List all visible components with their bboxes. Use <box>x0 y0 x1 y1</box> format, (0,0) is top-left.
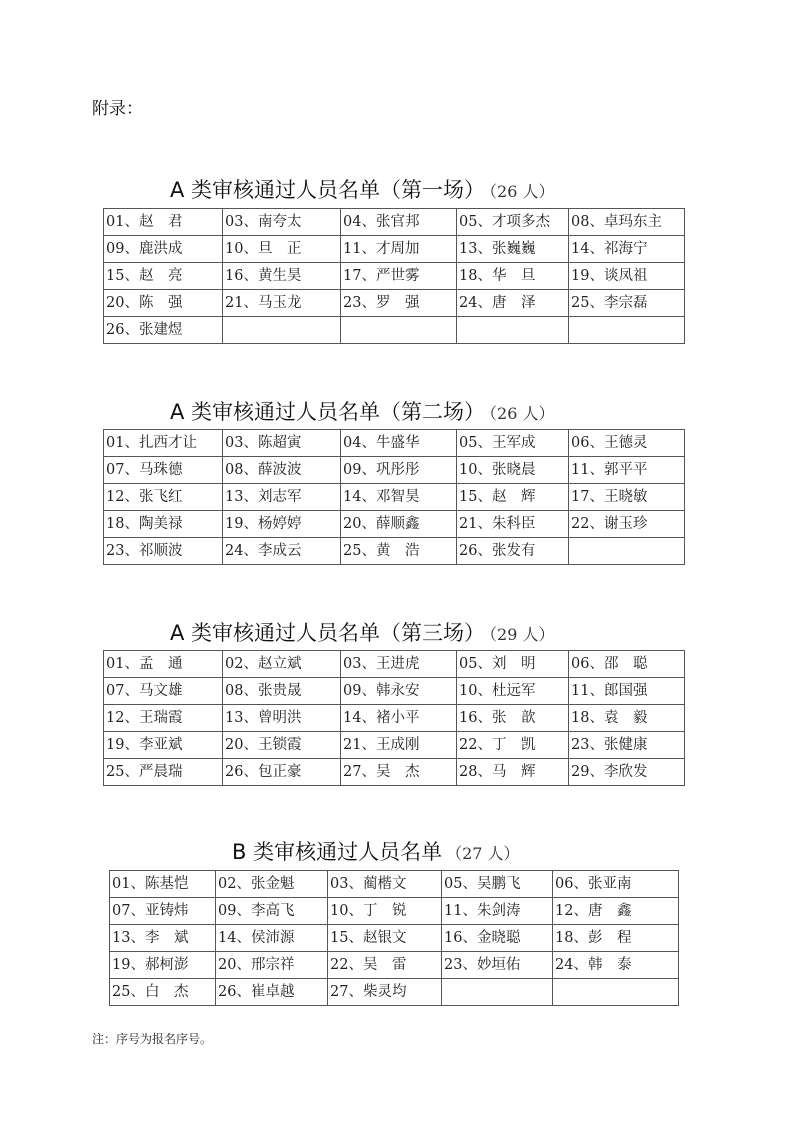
table-row <box>104 511 685 538</box>
name-cell: 19、杨婷婷 <box>223 511 341 538</box>
name-cell: 02、张金魁 <box>216 871 328 898</box>
name-cell: 21、朱科臣 <box>457 511 569 538</box>
name-cell: 29、李欣发 <box>569 759 685 786</box>
names-table <box>103 429 685 565</box>
name-cell: 18、陶美禄 <box>104 511 223 538</box>
name-cell: 10、丁 锐 <box>328 898 442 925</box>
name-cell: 01、陈基恺 <box>110 871 216 898</box>
name-cell: 02、赵立斌 <box>223 651 341 678</box>
name-cell: 20、邢宗祥 <box>216 952 328 979</box>
appendix-label: 附录： <box>92 99 143 119</box>
name-cell: 13、张巍巍 <box>457 236 569 263</box>
table-row <box>104 290 685 317</box>
name-cell: 04、牛盛华 <box>341 430 457 457</box>
section-title <box>170 617 555 647</box>
name-cell: 05、刘 明 <box>457 651 569 678</box>
name-cell: 16、黄生昊 <box>223 263 341 290</box>
name-cell: 23、祁顺波 <box>104 538 223 565</box>
name-cell: 26、张发有 <box>457 538 569 565</box>
name-cell: 21、王成刚 <box>341 732 457 759</box>
name-cell: 09、韩永安 <box>341 678 457 705</box>
name-cell: 05、才项多杰 <box>457 209 569 236</box>
table-row <box>104 651 685 678</box>
name-cell: 11、郭平平 <box>569 457 685 484</box>
section-title <box>232 836 520 866</box>
name-cell: 26、包正豪 <box>223 759 341 786</box>
name-cell: 18、华 旦 <box>457 263 569 290</box>
name-cell: 14、褚小平 <box>341 705 457 732</box>
name-cell: 01、扎西才让 <box>104 430 223 457</box>
table-row <box>104 263 685 290</box>
name-cell: 25、李宗磊 <box>569 290 685 317</box>
name-cell: 28、马 辉 <box>457 759 569 786</box>
name-cell: 08、张贵晟 <box>223 678 341 705</box>
name-cell: 03、蔺楷文 <box>328 871 442 898</box>
section-title-text: B 类审核通过人员名单 <box>232 840 443 864</box>
name-cell: 08、卓玛东主 <box>569 209 685 236</box>
table-row <box>104 484 685 511</box>
name-cell: 12、王瑞霞 <box>104 705 223 732</box>
name-cell: 07、亚铸炜 <box>110 898 216 925</box>
name-cell: 23、罗 强 <box>341 290 457 317</box>
name-cell: 03、南夸太 <box>223 209 341 236</box>
name-cell: 19、李亚斌 <box>104 732 223 759</box>
name-cell <box>442 979 553 1006</box>
name-cell: 25、白 杰 <box>110 979 216 1006</box>
name-cell: 19、郝柯澎 <box>110 952 216 979</box>
name-cell: 24、唐 泽 <box>457 290 569 317</box>
footnote: 注：序号为报名序号。 <box>92 1032 213 1046</box>
name-cell: 20、薛顺鑫 <box>341 511 457 538</box>
name-cell: 06、王德灵 <box>569 430 685 457</box>
name-cell: 27、柴灵均 <box>328 979 442 1006</box>
name-cell: 01、赵 君 <box>104 209 223 236</box>
name-cell <box>569 538 685 565</box>
name-cell: 12、张飞红 <box>104 484 223 511</box>
name-cell: 15、赵银文 <box>328 925 442 952</box>
section-count: （29 人） <box>489 625 555 644</box>
table-row <box>110 952 679 979</box>
section-title <box>170 174 555 204</box>
name-cell: 14、侯沛源 <box>216 925 328 952</box>
name-cell: 27、吴 杰 <box>341 759 457 786</box>
table-row <box>104 678 685 705</box>
name-cell: 20、王锁霞 <box>223 732 341 759</box>
name-cell: 21、马玉龙 <box>223 290 341 317</box>
name-cell: 11、才周加 <box>341 236 457 263</box>
names-table <box>103 650 685 786</box>
name-cell: 10、杜远军 <box>457 678 569 705</box>
table-row <box>104 705 685 732</box>
name-cell: 25、严晨瑞 <box>104 759 223 786</box>
table-row <box>104 209 685 236</box>
name-cell: 07、马文雄 <box>104 678 223 705</box>
table-row <box>104 538 685 565</box>
name-cell: 11、朱剑涛 <box>442 898 553 925</box>
name-cell <box>553 979 679 1006</box>
name-cell: 22、谢玉珍 <box>569 511 685 538</box>
name-cell: 24、李成云 <box>223 538 341 565</box>
table-row <box>104 236 685 263</box>
name-cell <box>341 317 457 344</box>
table-row <box>104 317 685 344</box>
name-cell: 22、丁 凯 <box>457 732 569 759</box>
name-cell: 13、曾明洪 <box>223 705 341 732</box>
name-cell: 13、李 斌 <box>110 925 216 952</box>
name-cell: 20、陈 强 <box>104 290 223 317</box>
names-table <box>109 870 679 1006</box>
table-row <box>110 979 679 1006</box>
section-title-text: A 类审核通过人员名单（第一场） <box>170 178 486 202</box>
name-cell: 01、孟 通 <box>104 651 223 678</box>
name-cell: 10、张晓晨 <box>457 457 569 484</box>
name-cell: 16、金晓聪 <box>442 925 553 952</box>
name-cell: 26、崔卓越 <box>216 979 328 1006</box>
name-cell: 18、袁 毅 <box>569 705 685 732</box>
name-cell: 26、张建煜 <box>104 317 223 344</box>
section-title <box>170 396 555 426</box>
name-cell: 09、巩彤彤 <box>341 457 457 484</box>
section-count: （26 人） <box>489 182 555 201</box>
name-cell <box>457 317 569 344</box>
name-cell: 19、谈凤祖 <box>569 263 685 290</box>
name-cell: 03、王进虎 <box>341 651 457 678</box>
name-cell: 09、鹿洪成 <box>104 236 223 263</box>
name-cell: 17、严世雾 <box>341 263 457 290</box>
section-title-text: A 类审核通过人员名单（第三场） <box>170 621 486 645</box>
name-cell <box>569 317 685 344</box>
name-cell <box>223 317 341 344</box>
name-cell: 09、李高飞 <box>216 898 328 925</box>
name-cell: 08、薛波波 <box>223 457 341 484</box>
name-cell: 24、韩 泰 <box>553 952 679 979</box>
name-cell: 04、张官邦 <box>341 209 457 236</box>
name-cell: 15、赵 辉 <box>457 484 569 511</box>
table-row <box>104 430 685 457</box>
name-cell: 17、王晓敏 <box>569 484 685 511</box>
table-row <box>110 871 679 898</box>
names-table <box>103 208 685 344</box>
name-cell: 22、吴 雷 <box>328 952 442 979</box>
name-cell: 06、张亚南 <box>553 871 679 898</box>
table-row <box>104 732 685 759</box>
table-row <box>104 457 685 484</box>
name-cell: 15、赵 亮 <box>104 263 223 290</box>
table-row <box>104 759 685 786</box>
table-row <box>110 898 679 925</box>
name-cell: 16、张 歆 <box>457 705 569 732</box>
name-cell: 25、黄 浩 <box>341 538 457 565</box>
name-cell: 07、马珠德 <box>104 457 223 484</box>
name-cell: 12、唐 鑫 <box>553 898 679 925</box>
name-cell: 23、妙垣佑 <box>442 952 553 979</box>
name-cell: 13、刘志军 <box>223 484 341 511</box>
name-cell: 23、张健康 <box>569 732 685 759</box>
name-cell: 03、陈超寅 <box>223 430 341 457</box>
section-count: （26 人） <box>489 404 555 423</box>
name-cell: 05、吴鹏飞 <box>442 871 553 898</box>
name-cell: 14、邓智昊 <box>341 484 457 511</box>
section-count: （27 人） <box>446 844 520 863</box>
name-cell: 14、祁海宁 <box>569 236 685 263</box>
name-cell: 18、彭 程 <box>553 925 679 952</box>
name-cell: 05、王军成 <box>457 430 569 457</box>
section-title-text: A 类审核通过人员名单（第二场） <box>170 400 486 424</box>
table-row <box>110 925 679 952</box>
name-cell: 06、邵 聪 <box>569 651 685 678</box>
name-cell: 10、旦 正 <box>223 236 341 263</box>
name-cell: 11、郎国强 <box>569 678 685 705</box>
